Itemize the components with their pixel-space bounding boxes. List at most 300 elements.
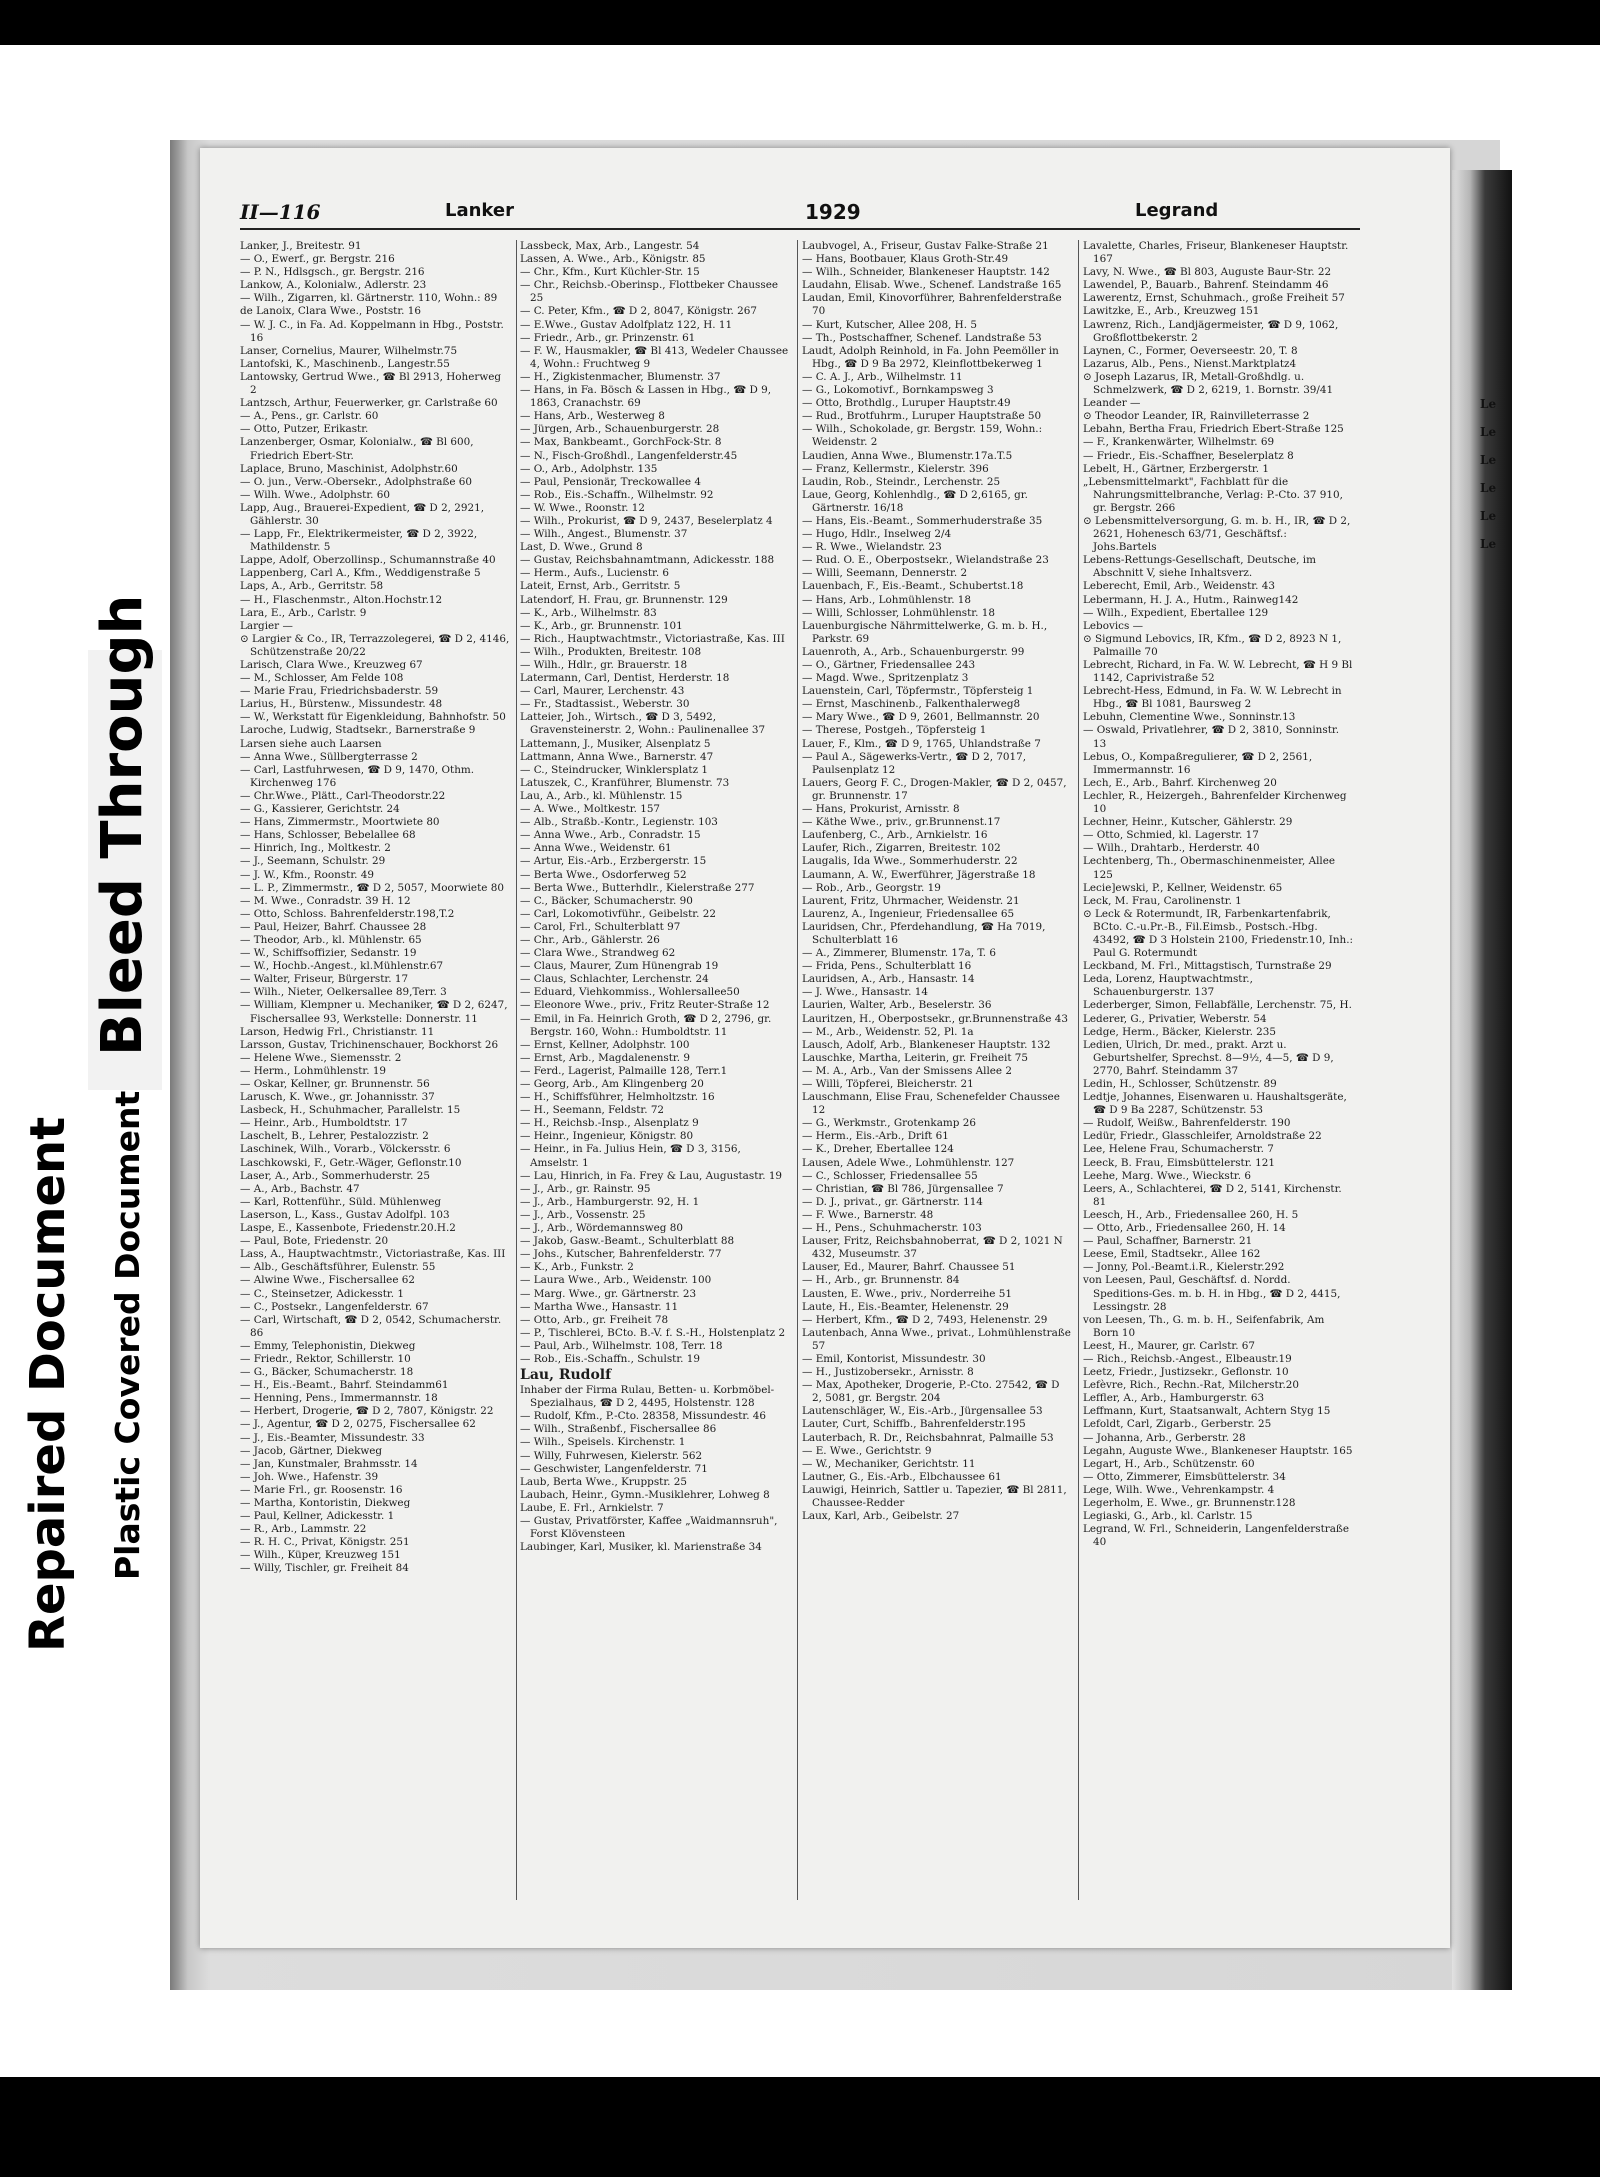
directory-entry: — Chr., Kfm., Kurt Küchler-Str. 15 <box>520 266 700 279</box>
directory-entry: — O., Gärtner, Friedensallee 243 <box>802 659 976 671</box>
directory-entry: — J., Arb., Hamburgerstr. 92, H. 1 <box>520 1195 700 1208</box>
directory-entry: — K., Arb., gr. Brunnenstr. 101 <box>520 619 683 632</box>
directory-entry: — A., Arb., Bachstr. 47 <box>240 1182 360 1195</box>
directory-entry: — Rud., Brotfuhrm., Luruper Hauptstraße 50 <box>802 410 1042 423</box>
directory-entry: — Wilh., Schneider, Blankeneser Hauptstr. 142 <box>802 266 1050 279</box>
directory-entry: Laudahn, Elisab. Wwe., Schenef. Landstraße 165 <box>802 279 1062 292</box>
directory-entry: Lee, Helene Frau, Schumacherstr. 7 <box>1083 1143 1274 1156</box>
directory-entry: — Paul, Bote, Friedenstr. 20 <box>240 1235 389 1248</box>
directory-entry: — M., Schlosser, Am Felde 108 <box>240 672 404 685</box>
directory-entry: — Hans, Schlosser, Bebelallee 68 <box>240 829 416 842</box>
bleed-through-label: Bleed Through <box>90 594 155 1056</box>
directory-entry: — A., Pens., gr. Carlstr. 60 <box>240 410 379 423</box>
directory-entry: — Clara Wwe., Strandweg 62 <box>520 947 676 960</box>
directory-columns <box>240 240 1360 1910</box>
directory-entry: — Paul, Kellner, Adickesstr. 1 <box>240 1510 395 1523</box>
directory-entry: Lapp, Aug., Brauerei-Expedient, ☎ D 2, 2921, Gählerstr. 30 <box>240 501 485 527</box>
header-last-entry: Legrand <box>1135 200 1219 221</box>
directory-entry: Lassbeck, Max, Arb., Langestr. 54 <box>520 240 700 252</box>
directory-entry: Lauschmann, Elise Frau, Schenefelder Chaussee 12 <box>802 1091 1060 1117</box>
directory-entry: Lantzsch, Arthur, Feuerwerker, gr. Carlstraße 60 <box>240 397 498 410</box>
directory-entry: Lauenburgische Nährmittelwerke, G. m. b. H., Parkstr. 69 <box>802 619 1048 645</box>
directory-entry: — M. Wwe., Conradstr. 39 H. 12 <box>240 894 411 907</box>
directory-entry: Lebrecht-Hess, Edmund, in Fa. W. W. Lebrecht in Hbg., ☎ Bl 1081, Baursweg 2 <box>1083 685 1342 711</box>
directory-entry: — Wilh., Drahtarb., Herderstr. 40 <box>1083 842 1260 855</box>
directory-entry: Lecie]ewski, P., Kellner, Weidenstr. 65 <box>1083 881 1283 894</box>
directory-entry: — Willi, Töpferei, Bleicherstr. 21 <box>802 1078 974 1090</box>
directory-entry: — Mary Wwe., ☎ D 9, 2601, Bellmannstr. 20 <box>802 711 1040 724</box>
directory-entry: Laux, Karl, Arb., Geibelstr. 27 <box>802 1510 960 1523</box>
directory-entry: — Paul, Arb., Wilhelmstr. 108, Terr. 18 <box>520 1339 723 1352</box>
directory-entry: — G., Lokomotivf., Bornkampsweg 3 <box>802 384 994 397</box>
directory-entry: Laudt, Adolph Reinhold, in Fa. John Peemöller in Hbg., ☎ D 9 Ba 2972, Kleinflottbekerweg 1 <box>802 344 1059 370</box>
directory-entry: — Johs., Kutscher, Bahrenfelderstr. 77 <box>520 1248 722 1261</box>
directory-entry: — E. Wwe., Gerichtstr. 9 <box>802 1444 932 1457</box>
directory-entry: — Christian, ☎ Bl 786, Jürgensallee 7 <box>802 1182 1004 1195</box>
directory-entry: — P. N., Hdlsgsch., gr. Bergstr. 216 <box>240 266 425 279</box>
directory-entry: — J., Agentur, ☎ D 2, 0275, Fischersallee 62 <box>240 1418 476 1431</box>
directory-entry: — O., Ewerf., gr. Bergstr. 216 <box>240 253 395 266</box>
directory-entry: — Wilh., Hdlr., gr. Brauerstr. 18 <box>520 659 688 671</box>
directory-entry: — Helene Wwe., Siemensstr. 2 <box>240 1051 402 1064</box>
directory-entry: — Wilh., Expedient, Ebertallee 129 <box>1083 606 1269 619</box>
directory-entry: ⊙ Theodor Leander, IR, Rainvilleterrasse 2 <box>1083 410 1310 423</box>
directory-entry: — Johanna, Arb., Gerberstr. 28 <box>1083 1431 1246 1444</box>
directory-entry: — Emmy, Telephonistin, Diekweg <box>240 1339 416 1352</box>
directory-entry: — Ernst, Kellner, Adolphstr. 100 <box>520 1038 690 1051</box>
directory-entry: — Hans, Arb., Lohmühlenstr. 18 <box>802 593 972 606</box>
directory-entry: — Rudolf, Kfm., P.-Cto. 28358, Missundestr. 46 <box>520 1410 767 1423</box>
directory-entry: — G., Kassierer, Gerichtstr. 24 <box>240 803 400 816</box>
directory-entry: — Wilh., Straßenbf., Fischersallee 86 <box>520 1423 717 1436</box>
directory-entry: — O. jun., Verw.-Obersekr., Adolphstraße 60 <box>240 475 473 488</box>
directory-entry: Laudin, Rob., Steindr., Lerchenstr. 25 <box>802 475 1001 488</box>
directory-entry: — Herbert, Kfm., ☎ D 2, 7493, Helenenstr. 29 <box>802 1313 1048 1326</box>
directory-entry: — Otto, Putzer, Erikastr. <box>240 423 369 436</box>
directory-entry: — F., Krankenwärter, Wilhelmstr. 69 <box>1083 436 1275 449</box>
directory-entry: Inhaber der Firma Rulau, Betten- u. Korbmöbel-Spezialhaus, ☎ D 2, 4495, Holstenstr. 128 <box>520 1384 775 1410</box>
directory-entry: ⊙ Sigmund Lebovics, IR, Kfm., ☎ D 2, 8923 N 1, Palmaille 70 <box>1083 632 1342 658</box>
directory-entry: — Rich., Hauptwachtmstr., Victoriastraße, Kas. III <box>520 632 785 645</box>
directory-entry: Lattmann, Anna Wwe., Barnerstr. 47 <box>520 750 714 763</box>
directory-entry: — Gustav, Reichsbahnamtmann, Adickesstr. 188 <box>520 554 775 567</box>
directory-entry: — Theodor, Arb., kl. Mühlenstr. 65 <box>240 933 422 946</box>
directory-entry: — K., Arb., Wilhelmstr. 83 <box>520 606 657 619</box>
directory-entry: — W., Werkstatt für Eigenkleidung, Bahnhofstr. 50 <box>240 711 506 724</box>
directory-entry: Lautenschläger, W., Eis.-Arb., Jürgensallee 53 <box>802 1405 1043 1418</box>
directory-entry: — Willi, Seemann, Dennerstr. 2 <box>802 567 968 580</box>
directory-entry: Lauterbach, R. Dr., Reichsbahnrat, Palmaille 53 <box>802 1431 1054 1444</box>
directory-entry: — Kurt, Kutscher, Allee 208, H. 5 <box>802 318 977 331</box>
directory-entry: — Friedr., Arb., gr. Prinzenstr. 61 <box>520 331 696 344</box>
directory-entry: — H., Arb., gr. Brunnenstr. 84 <box>802 1274 960 1287</box>
directory-entry: — Herm., Lohmühlenstr. 19 <box>240 1064 387 1077</box>
directory-entry: — Willi, Schlosser, Lohmühlenstr. 18 <box>802 606 995 619</box>
directory-entry: Lappenberg, Carl A., Kfm., Weddigenstraße 5 <box>240 567 481 580</box>
directory-entry: — C. Peter, Kfm., ☎ D 2, 8047, Königstr. 267 <box>520 305 757 318</box>
directory-entry: Lasbeck, H., Schuhmacher, Parallelstr. 15 <box>240 1104 461 1117</box>
directory-entry: Legahn, Auguste Wwe., Blankeneser Hauptstr. 165 <box>1083 1444 1353 1457</box>
directory-entry: — Carol, Frl., Schulterblatt 97 <box>520 920 681 933</box>
directory-entry: — Carl, Lokomotivführ., Geibelstr. 22 <box>520 907 716 920</box>
plastic-covered-label: Plastic Covered Document <box>108 1090 147 1580</box>
directory-entry: — J., Arb., gr. Rainstr. 95 <box>520 1182 651 1195</box>
header-first-entry: Lanker <box>445 200 515 221</box>
directory-entry: — Lau, Hinrich, in Fa. Frey & Lau, Augustastr. 19 <box>520 1169 783 1182</box>
directory-entry: Lattemann, J., Musiker, Alsenplatz 5 <box>520 737 711 750</box>
directory-entry: — J., Arb., Wördemannsweg 80 <box>520 1222 683 1235</box>
directory-entry: Laue, Georg, Kohlenhdlg., ☎ D 2,6165, gr. Gärtnerstr. 16/18 <box>802 488 1028 514</box>
directory-column-2 <box>520 240 790 1900</box>
directory-entry: Lau, A., Arb., kl. Mühlenstr. 15 <box>520 789 683 802</box>
directory-entry: — Anna Wwe., Süllbergterrasse 2 <box>240 750 418 763</box>
directory-entry: — Geschwister, Langenfelderstr. 71 <box>520 1462 708 1475</box>
directory-entry: — W., Mechaniker, Gerichtstr. 11 <box>802 1457 976 1470</box>
directory-entry: — F. W., Hausmakler, ☎ Bl 413, Wedeler Chaussee 4, Wohn.: Fruchtweg 9 <box>520 344 789 370</box>
directory-entry: Lefoldt, Carl, Zigarb., Gerberstr. 25 <box>1083 1418 1272 1431</box>
directory-entry: Laschinek, Wilh., Vorarb., Völckersstr. 6 <box>240 1143 451 1156</box>
directory-entry: Lebovics — <box>1083 619 1143 632</box>
directory-entry: — J., Eis.-Beamter, Missundestr. 33 <box>240 1431 425 1444</box>
directory-entry: — W. Wwe., Roonstr. 12 <box>520 501 645 514</box>
directory-entry: — Rob., Eis.-Schaffn., Wilhelmstr. 92 <box>520 488 714 501</box>
directory-entry: Leffmann, Kurt, Staatsanwalt, Achtern Styg 15 <box>1083 1405 1331 1418</box>
directory-entry: — Chr.Wwe., Plätt., Carl-Theodorstr.22 <box>240 789 446 802</box>
next-page-fragment: Le <box>1480 509 1497 523</box>
directory-entry: Larsson, Gustav, Trichinenschauer, Bockhorst 26 <box>240 1038 499 1051</box>
directory-entry: Laubach, Heinr., Gymn.-Musiklehrer, Lohweg 8 <box>520 1488 770 1501</box>
page-number: II—116 <box>240 200 321 224</box>
directory-entry: Ledien, Ulrich, Dr. med., prakt. Arzt u. Geburtshelfer, Sprechst. 8—9½, 4—5, ☎ D 9, 2770, Bahrf. Steindamm 37 <box>1083 1038 1334 1077</box>
directory-entry: — C. A. J., Arb., Wilhelmstr. 11 <box>802 370 963 383</box>
directory-entry: — Otto, Schloss. Bahrenfelderstr.198,T.2 <box>240 907 455 920</box>
directory-entry: Latteier, Joh., Wirtsch., ☎ D 3, 5492, Gravensteinerstr. 2, Wohn.: Paulinenallee 37 <box>520 711 766 737</box>
directory-entry: — Herbert, Drogerie, ☎ D 2, 7807, Königstr. 22 <box>240 1405 494 1418</box>
column-rule <box>516 240 517 1900</box>
directory-entry: — H., Reichsb.-Insp., Alsenplatz 9 <box>520 1117 699 1130</box>
directory-entry: Laudien, Anna Wwe., Blumenstr.17a.T.5 <box>802 449 1013 462</box>
directory-entry: — K., Dreher, Ebertallee 124 <box>802 1143 954 1156</box>
directory-entry: Lateit, Ernst, Arb., Gerritstr. 5 <box>520 580 681 593</box>
directory-entry: Lautner, G., Eis.-Arb., Elbchaussee 61 <box>802 1470 1002 1483</box>
directory-entry: — Henning, Pens., Immermannstr. 18 <box>240 1392 438 1405</box>
directory-entry: Laurenz, A., Ingenieur, Friedensallee 65 <box>802 907 1015 920</box>
directory-entry: — H., Zigkistenmacher, Blumenstr. 37 <box>520 370 721 383</box>
directory-entry: — F. Wwe., Barnerstr. 48 <box>802 1208 934 1221</box>
directory-entry: — Wilh., Angest., Blumenstr. 37 <box>520 528 688 541</box>
directory-entry: — Chr., Arb., Gählerstr. 26 <box>520 933 660 946</box>
directory-entry: — Alwine Wwe., Fischersallee 62 <box>240 1274 416 1287</box>
directory-entry: Leberecht, Emil, Arb., Weidenstr. 43 <box>1083 580 1275 593</box>
directory-entry: Lech, E., Arb., Bahrf. Kirchenweg 20 <box>1083 776 1277 789</box>
directory-entry: — Käthe Wwe., priv., gr.Brunnenst.17 <box>802 816 1001 829</box>
directory-entry: Lebahn, Bertha Frau, Friedrich Ebert-Straße 125 <box>1083 423 1344 436</box>
directory-entry: Leck, M. Frau, Carolinenstr. 1 <box>1083 894 1242 907</box>
directory-entry: Ledtje, Johannes, Eisenwaren u. Haushaltsgeräte, ☎ D 9 Ba 2287, Schützenstr. 53 <box>1083 1091 1347 1117</box>
directory-entry: — Ferd., Lagerist, Palmaille 128, Terr.1 <box>520 1064 728 1077</box>
directory-entry: Laufenberg, C., Arb., Arnkielstr. 16 <box>802 829 988 842</box>
directory-entry: Lankow, A., Kolonialw., Adlerstr. 23 <box>240 279 427 292</box>
directory-entry: Laps, A., Arb., Gerritstr. 58 <box>240 580 384 593</box>
directory-entry: — Carl, Lastfuhrwesen, ☎ D 9, 1470, Othm. Kirchenweg 176 <box>240 763 475 789</box>
directory-entry: — Ernst, Arb., Magdalenenstr. 9 <box>520 1051 690 1064</box>
directory-entry: ⊙ Largier & Co., IR, Terrazzolegerei, ☎ D 2, 4146, Schützenstraße 20/22 <box>240 632 510 658</box>
directory-entry: Lausten, E. Wwe., priv., Norderreihe 51 <box>802 1287 1012 1300</box>
directory-entry: Laynen, C., Former, Oeverseestr. 20, T. 8 <box>1083 344 1298 357</box>
directory-entry: Legiaski, G., Arb., kl. Carlstr. 15 <box>1083 1510 1253 1523</box>
directory-entry: — Otto, Brothdlg., Luruper Hauptstr.49 <box>802 397 1011 410</box>
directory-entry: Lebus, O., Kompaßregulierer, ☎ D 2, 2561, Immermannstr. 16 <box>1083 750 1313 776</box>
directory-entry: Laub, Berta Wwe., Kruppstr. 25 <box>520 1475 687 1488</box>
directory-entry: — Oskar, Kellner, gr. Brunnenstr. 56 <box>240 1078 430 1090</box>
directory-entry: Larusch, K. Wwe., gr. Johannisstr. 37 <box>240 1091 435 1104</box>
directory-entry: Legerholm, E. Wwe., gr. Brunnenstr.128 <box>1083 1497 1296 1509</box>
directory-entry: — Jacob, Gärtner, Diekweg <box>240 1444 383 1457</box>
directory-entry: — C., Schlosser, Friedensallee 55 <box>802 1169 978 1182</box>
directory-entry: Lauwigi, Heinrich, Sattler u. Tapezier, ☎ Bl 2811, Chaussee-Redder <box>802 1483 1067 1509</box>
directory-entry: — Marie Frau, Friedrichsbaderstr. 59 <box>240 685 439 698</box>
directory-entry: — William, Klempner u. Mechaniker, ☎ D 2, 6247, Fischersallee 93, Werkstelle: Donnerstr. 11 <box>240 999 508 1025</box>
directory-entry: — Hans, Zimmermstr., Moortwiete 80 <box>240 816 440 829</box>
directory-entry: — Georg, Arb., Am Klingenberg 20 <box>520 1078 704 1090</box>
directory-entry: — Rob., Arb., Georgstr. 19 <box>802 881 941 894</box>
directory-entry: Laurent, Fritz, Uhrmacher, Weidenstr. 21 <box>802 894 1020 907</box>
next-page-strip <box>1480 390 1510 558</box>
directory-entry: — W., Schiffsoffizier, Sedanstr. 19 <box>240 947 417 960</box>
directory-entry: Latendorf, H. Frau, gr. Brunnenstr. 129 <box>520 593 728 606</box>
directory-entry: — Chr., Reichsb.-Oberinsp., Flottbeker Chaussee 25 <box>520 279 779 305</box>
directory-column-1 <box>240 240 510 1900</box>
directory-entry: — Fr., Stadtassist., Weberstr. 30 <box>520 698 690 711</box>
directory-entry: Lauenstein, Carl, Töpfermstr., Töpfersteig 1 <box>802 685 1034 698</box>
directory-entry: — Hans, in Fa. Bösch & Lassen in Hbg., ☎ D 9, 1863, Cranachstr. 69 <box>520 384 772 410</box>
directory-entry: Leckband, M. Frl., Mittagstisch, Turnstraße 29 <box>1083 960 1332 973</box>
directory-entry: Lanser, Cornelius, Maurer, Wilhelmstr.75 <box>240 344 458 357</box>
directory-entry: Laplace, Bruno, Maschinist, Adolphstr.60 <box>240 462 458 475</box>
directory-entry: — Emil, Kontorist, Missundestr. 30 <box>802 1352 986 1365</box>
directory-entry: — Jakob, Gasw.-Beamt., Schulterblatt 88 <box>520 1235 735 1248</box>
repaired-document-label: Repaired Document <box>20 1116 76 1652</box>
directory-entry: Larisch, Clara Wwe., Kreuzweg 67 <box>240 659 423 671</box>
directory-entry: Lebens-Rettungs-Gesellschaft, Deutsche, im Abschnitt V, siehe Inhaltsverz. <box>1083 554 1316 580</box>
directory-entry: Larius, H., Bürstenw., Missundestr. 48 <box>240 698 443 711</box>
directory-entry: — Frida, Pens., Schulterblatt 16 <box>802 960 972 973</box>
directory-entry: ⊙ Lebensmittelversorgung, G. m. b. H., IR, ☎ D 2, 2621, Hohenesch 63/71, Geschäftsf.: Johs.Bartels <box>1083 514 1351 554</box>
directory-entry: — Hugo, Hdlr., Inselweg 2/4 <box>802 528 952 541</box>
directory-entry: Laserson, L., Kass., Gustav Adolfpl. 103 <box>240 1208 450 1221</box>
directory-entry: Laroche, Ludwig, Stadtsekr., Barnerstraße 9 <box>240 724 476 737</box>
directory-entry: Lebrecht, Richard, in Fa. W. W. Lebrecht, ☎ H 9 Bl 1142, Caprivistraße 52 <box>1083 659 1353 685</box>
directory-entry: — Alb., Geschäftsführer, Eulenstr. 55 <box>240 1261 436 1274</box>
directory-entry: — J., Arb., Vossenstr. 25 <box>520 1208 646 1221</box>
directory-entry: — Artur, Eis.-Arb., Erzbergerstr. 15 <box>520 855 707 868</box>
directory-entry: — H., Justizobersekr., Arnisstr. 8 <box>802 1366 974 1379</box>
directory-entry: — Wilh., Schokolade, gr. Bergstr. 159, Wohn.: Weidenstr. 2 <box>802 423 1043 449</box>
directory-entry: — W., Hochb.-Angest., kl.Mühlenstr.67 <box>240 960 444 973</box>
directory-entry: Laurien, Walter, Arb., Beselerstr. 36 <box>802 999 992 1012</box>
directory-entry: Laubvogel, A., Friseur, Gustav Falke-Straße 21 <box>802 240 1049 252</box>
directory-entry: von Leesen, Paul, Geschäftsf. d. Nordd. Speditions-Ges. m. b. H. in Hbg., ☎ D 2, 4415, Lessingstr. 28 <box>1083 1274 1341 1313</box>
directory-entry: — Th., Postschaffner, Schenef. Landstraße 53 <box>802 331 1042 344</box>
directory-entry: Lege, Wilh. Wwe., Vehrenkampstr. 4 <box>1083 1483 1275 1496</box>
directory-entry: — Berta Wwe., Butterhdlr., Kielerstraße 277 <box>520 881 755 894</box>
directory-entry: — Wilh., Nieter, Oelkersallee 89,Terr. 3 <box>240 986 447 999</box>
directory-entry: Leetz, Friedr., Justizsekr., Geflonstr. 10 <box>1083 1366 1289 1379</box>
directory-entry: — Paul A., Sägewerks-Vertr., ☎ D 2, 7017, Paulsenplatz 12 <box>802 750 1027 776</box>
directory-entry: Lawrenz, Rich., Landjägermeister, ☎ D 9, 1062, Großflottbekerstr. 2 <box>1083 318 1339 344</box>
directory-entry: — Friedr., Eis.-Schaffner, Beselerplatz 8 <box>1083 449 1294 462</box>
directory-entry: Laubinger, Karl, Musiker, kl. Marienstraße 34 <box>520 1541 762 1554</box>
directory-entry: — Karl, Rottenführ., Süld. Mühlenweg <box>240 1195 442 1208</box>
directory-entry: Lara, E., Arb., Carlstr. 9 <box>240 606 367 619</box>
directory-entry: — A. Wwe., Moltkestr. 157 <box>520 803 661 816</box>
directory-entry: Lawendel, P., Bauarb., Bahrenf. Steindamm 46 <box>1083 279 1329 292</box>
directory-entry: — Willy, Fuhrwesen, Kielerstr. 562 <box>520 1449 703 1462</box>
directory-entry: Lauers, Georg F. C., Drogen-Makler, ☎ D 2, 0457, gr. Brunnenstr. 17 <box>802 776 1067 802</box>
directory-entry: — W. J. C., in Fa. Ad. Koppelmann in Hbg., Poststr. 16 <box>240 318 504 344</box>
directory-entry: Lass, A., Hauptwachtmstr., Victoriastraße, Kas. III <box>240 1248 506 1261</box>
directory-entry: — Jan, Kunstmaler, Brahmsstr. 14 <box>240 1457 418 1470</box>
top-black-border <box>0 0 1600 45</box>
directory-entry: — H., Seemann, Feldstr. 72 <box>520 1104 665 1117</box>
directory-entry: Lechner, Heinr., Kutscher, Gählerstr. 29 <box>1083 816 1293 829</box>
directory-entry: Lau, Rudolf <box>520 1367 612 1384</box>
directory-entry: — Heinr., Arb., Humboldtstr. 17 <box>240 1117 408 1130</box>
directory-entry: Lederberger, Simon, Fellabfälle, Lerchenstr. 75, H. <box>1083 999 1352 1012</box>
directory-entry: — Rudolf, Weißw., Bahrenfelderstr. 190 <box>1083 1117 1291 1130</box>
directory-entry: — Martha Wwe., Hansastr. 11 <box>520 1300 679 1313</box>
directory-entry: Laudan, Emil, Kinovorführer, Bahrenfelderstraße 70 <box>802 292 1062 318</box>
directory-entry: Lautenbach, Anna Wwe., privat., Lohmühlenstraße 57 <box>802 1326 1071 1352</box>
directory-entry: — H., Pens., Schuhmacherstr. 103 <box>802 1222 982 1235</box>
next-page-fragment: Le <box>1480 397 1497 411</box>
directory-entry: — Ernst, Maschinenb., Falkenthalerweg8 <box>802 698 1021 711</box>
directory-entry: — Paul, Schaffner, Barnerstr. 21 <box>1083 1235 1253 1248</box>
directory-entry: — Rich., Reichsb.-Angest., Elbeaustr.19 <box>1083 1352 1292 1365</box>
directory-entry: — C., Postsekr., Langenfelderstr. 67 <box>240 1300 429 1313</box>
directory-entry: — O., Arb., Adolphstr. 135 <box>520 462 658 475</box>
directory-column-4 <box>1083 240 1353 1900</box>
directory-entry: Ledge, Herm., Bäcker, Kielerstr. 235 <box>1083 1025 1277 1038</box>
directory-entry: — H., Flaschenmstr., Alton.Hochstr.12 <box>240 593 443 606</box>
directory-entry: — N., Fisch-Großhdl., Langenfelderstr.45 <box>520 449 738 462</box>
directory-entry: Lauer, F., Klm., ☎ D 9, 1765, Uhlandstraße 7 <box>802 737 1041 750</box>
directory-entry: — Lapp, Fr., Elektrikermeister, ☎ D 2, 3922, Mathildenstr. 5 <box>240 528 478 554</box>
directory-entry: Leesch, H., Arb., Friedensallee 260, H. 5 <box>1083 1208 1299 1221</box>
directory-entry: — M. A., Arb., Van der Smissens Allee 2 <box>802 1064 1012 1077</box>
directory-entry: — Hinrich, Ing., Moltkestr. 2 <box>240 842 391 855</box>
bottom-black-border <box>0 2077 1600 2177</box>
directory-entry: — Heinr., in Fa. Julius Hein, ☎ D 3, 3156, Amselstr. 1 <box>520 1143 741 1169</box>
directory-entry: Lazarus, Alb., Pens., Nienst.Marktplatz4 <box>1083 357 1297 370</box>
directory-entry: Leda, Lorenz, Hauptwachtmstr., Schauenburgerstr. 137 <box>1083 973 1253 999</box>
directory-entry: — C., Steinsetzer, Adickesstr. 1 <box>240 1287 404 1300</box>
directory-entry: — Carl, Wirtschaft, ☎ D 2, 0542, Schumacherstr. 86 <box>240 1313 502 1339</box>
directory-entry: — Therese, Postgeh., Töpfersteig 1 <box>802 724 987 737</box>
directory-entry: „Lebensmittelmarkt", Fachblatt für die Nahrungsmittelbranche, Verlag: P.-Cto. 37 910, gr. Bergstr. 266 <box>1083 475 1343 514</box>
next-page-fragment: Le <box>1480 481 1497 495</box>
directory-entry: — Otto, Zimmerer, Eimsbüttelerstr. 34 <box>1083 1470 1286 1483</box>
directory-entry: Leehe, Marg. Wwe., Wieckstr. 6 <box>1083 1169 1251 1182</box>
directory-entry: — Joh. Wwe., Hafenstr. 39 <box>240 1470 379 1483</box>
directory-entry: Lauser, Fritz, Reichsbahnoberrat, ☎ D 2, 1021 N 432, Museumstr. 37 <box>802 1235 1063 1261</box>
directory-entry: — Heinr., Ingenieur, Königstr. 80 <box>520 1130 694 1143</box>
directory-entry: — Wilh., Küper, Kreuzweg 151 <box>240 1549 401 1562</box>
directory-entry: — Wilh., Produkten, Breitestr. 108 <box>520 645 702 658</box>
directory-entry: — E.Wwe., Gustav Adolfplatz 122, H. 11 <box>520 318 733 331</box>
directory-entry: Lederer, G., Privatier, Weberstr. 54 <box>1083 1012 1267 1025</box>
directory-entry: Lauser, Ed., Maurer, Bahrf. Chaussee 51 <box>802 1261 1016 1274</box>
column-rule <box>797 240 798 1900</box>
directory-entry: Lauter, Curt, Schiffb., Bahrenfelderstr.195 <box>802 1418 1026 1431</box>
directory-entry: Lassen, A. Wwe., Arb., Königstr. 85 <box>520 253 706 266</box>
directory-entry: — H., Eis.-Beamt., Bahrf. Steindamm61 <box>240 1379 449 1392</box>
directory-entry: — Hans, Bootbauer, Klaus Groth-Str.49 <box>802 253 1009 266</box>
directory-entry: — Wilh., Speisels. Kirchenstr. 1 <box>520 1436 686 1449</box>
next-page-fragment: Le <box>1480 453 1497 467</box>
directory-entry: Lausch, Adolf, Arb., Blankeneser Hauptstr. 132 <box>802 1038 1051 1051</box>
directory-entry: — P., Tischlerei, BCto. B.-V. f. S.-H., Holstenplatz 2 <box>520 1326 786 1339</box>
directory-entry: Laube, E. Frl., Arnkielstr. 7 <box>520 1501 664 1514</box>
directory-entry: Lawitzke, E., Arb., Kreuzweg 151 <box>1083 305 1260 318</box>
directory-entry: Lauenroth, A., Arb., Schauenburgerstr. 99 <box>802 645 1025 658</box>
directory-entry: — Hans, Arb., Westerweg 8 <box>520 410 665 423</box>
directory-entry: Laumann, A. W., Ewerführer, Jägerstraße 18 <box>802 868 1036 881</box>
directory-entry: Leffler, A., Arb., Hamburgerstr. 63 <box>1083 1392 1265 1405</box>
column-rule <box>1078 240 1079 1900</box>
directory-entry: — Wilh., Zigarren, kl. Gärtnerstr. 110, Wohn.: 89 <box>240 292 498 305</box>
directory-entry: — Oswald, Privatlehrer, ☎ D 2, 3810, Sonninstr. 13 <box>1083 724 1339 750</box>
directory-entry: Latuszek, C., Kranführer, Blumenstr. 73 <box>520 776 730 789</box>
directory-entry: Laute, H., Eis.-Beamter, Helenenstr. 29 <box>802 1300 1009 1313</box>
directory-entry: — G., Bäcker, Schumacherstr. 18 <box>240 1366 414 1379</box>
directory-entry: — Otto, Schmied, kl. Lagerstr. 17 <box>1083 829 1259 842</box>
directory-entry: — Anna Wwe., Weidenstr. 61 <box>520 842 672 855</box>
directory-entry: — Walter, Friseur, Bürgerstr. 17 <box>240 973 409 986</box>
directory-column-3 <box>802 240 1072 1900</box>
directory-entry: — Claus, Maurer, Zum Hünengrab 19 <box>520 960 719 973</box>
directory-entry: — Max, Bankbeamt., GorchFock-Str. 8 <box>520 436 722 449</box>
directory-entry: — Hans, Prokurist, Arnisstr. 8 <box>802 803 960 816</box>
directory-entry: Lanzenberger, Osmar, Kolonialw., ☎ Bl 600, Friedrich Ebert-Str. <box>240 436 474 462</box>
directory-entry: Lappe, Adolf, Oberzollinsp., Schumannstraße 40 <box>240 554 496 567</box>
directory-entry: — C., Bäcker, Schumacherstr. 90 <box>520 894 693 907</box>
directory-entry: — Paul, Heizer, Bahrf. Chaussee 28 <box>240 920 427 933</box>
directory-entry: — Max, Apotheker, Drogerie, P.-Cto. 27542, ☎ D 2, 5081, gr. Bergstr. 204 <box>802 1379 1060 1405</box>
directory-entry: — A., Zimmerer, Blumenstr. 17a, T. 6 <box>802 947 996 960</box>
next-page-fragment: Le <box>1480 425 1497 439</box>
directory-entry: — Otto, Arb., Friedensallee 260, H. 14 <box>1083 1222 1286 1235</box>
directory-entry: — Franz, Kellermstr., Kielerstr. 396 <box>802 462 989 475</box>
directory-entry: Lechler, R., Heizergeh., Bahrenfelder Kirchenweg 10 <box>1083 789 1347 816</box>
directory-entry: Laschelt, B., Lehrer, Pestalozzistr. 2 <box>240 1130 429 1143</box>
directory-entry: Lawerentz, Ernst, Schuhmach., große Freiheit 57 <box>1083 292 1345 305</box>
directory-entry: — Martha, Kontoristin, Diekweg <box>240 1497 411 1509</box>
directory-entry: Lanker, J., Breitestr. 91 <box>240 240 362 252</box>
directory-entry: Legart, H., Arb., Schützenstr. 60 <box>1083 1457 1255 1470</box>
directory-entry: Leander — <box>1083 397 1141 410</box>
directory-entry: — J., Seemann, Schulstr. 29 <box>240 855 386 868</box>
directory-entry: Ledin, H., Schlosser, Schützenstr. 89 <box>1083 1078 1277 1090</box>
directory-entry: Lauenbach, F., Eis.-Beamt., Schubertst.18 <box>802 580 1024 593</box>
directory-entry: — Wilh., Prokurist, ☎ D 9, 2437, Beselerplatz 4 <box>520 514 773 527</box>
directory-entry: — Emil, in Fa. Heinrich Groth, ☎ D 2, 2796, gr. Bergstr. 160, Wohn.: Humboldtstr. 11 <box>520 1012 772 1038</box>
directory-entry: — L. P., Zimmermstr., ☎ D 2, 5057, Moorwiete 80 <box>240 881 504 894</box>
directory-entry: — Eduard, Viehkommiss., Wohlersallee50 <box>520 986 740 999</box>
directory-entry: Leers, A., Schlachterei, ☎ D 2, 5141, Kirchenstr. 81 <box>1083 1182 1342 1208</box>
directory-entry: — C., Steindrucker, Winklersplatz 1 <box>520 763 708 776</box>
directory-entry: — M., Arb., Weidenstr. 52, Pl. 1a <box>802 1025 974 1038</box>
